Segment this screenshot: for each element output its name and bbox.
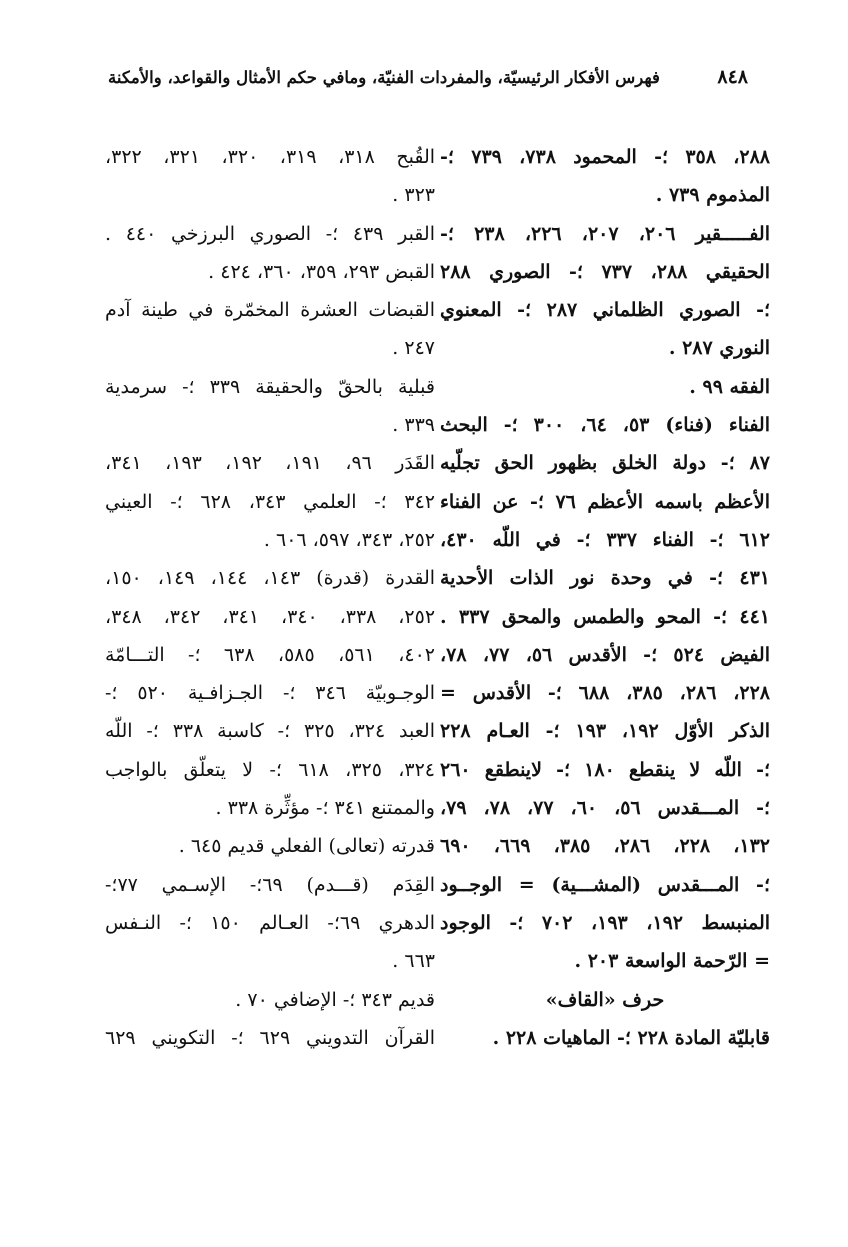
index-entry-line: ؛- اللّه لا ينقطع ١٨٠ ؛- لاينطقع ٢٦٠ — [440, 758, 770, 781]
index-entry-line: القبضات العشرة المخمّرة في طينة آدم — [105, 299, 435, 322]
index-entry-line: والممتنع ٣٤١ ؛- مؤثِّرة ٣٣٨ . — [215, 797, 435, 820]
page-header — [108, 62, 748, 92]
index-entry-line: القُبح ٣١٨، ٣١٩، ٣٢٠، ٣٢١، ٣٢٢، — [105, 146, 435, 168]
index-entry-line: قديم ٣٤٣ ؛- الإضافي ٧٠ . — [235, 988, 435, 1011]
index-entry-line: ١٣٢، ٢٢٨، ٢٨٦، ٣٨٥، ٦٦٩، ٦٩٠ — [440, 835, 770, 858]
section-heading: حرف «القاف» — [545, 988, 665, 1011]
index-entry-line: ٤٠٢، ٥٦١، ٥٨٥، ٦٣٨ ؛- التـــامّة — [105, 643, 435, 666]
index-entry-line: القبر ٤٣٩ ؛- الصوري البرزخي ٤٤٠ . — [105, 222, 435, 245]
index-entry-line: ٤٤١ ؛- المحو والطمس والمحق ٣٣٧ . — [440, 605, 770, 628]
index-entry-line: الفيض ٥٢٤ ؛- الأقدس ٥٦، ٧٧، ٧٨، — [440, 643, 770, 666]
index-entry-line: الفـــــقير ٢٠٦، ٢٠٧، ٢٢٦، ٢٣٨ ؛- — [440, 222, 770, 245]
index-entry-line: = الرّحمة الواسعة ٢٠٣ . — [574, 950, 770, 973]
index-entry-line: النوري ٢٨٧ . — [668, 337, 770, 360]
index-entry-line: ٦٦٣ . — [392, 950, 435, 973]
index-entry-line: ؛- المـــقدس ٥٦، ٦٠، ٧٧، ٧٨، ٧٩، — [440, 797, 770, 820]
index-entry-line: ٢٥٢، ٣٤٣، ٥٩٧، ٦٠٦ . — [263, 528, 435, 551]
index-entry-line: ٤٣١ ؛- في وحدة نور الذات الأحدية — [440, 567, 770, 590]
index-entry-line: المذموم ٧٣٩ . — [655, 184, 770, 207]
index-entry-line: الوجـوبيّة ٣٤٦ ؛- الجـزافـية ٥٢٠ ؛- — [105, 682, 435, 705]
index-entry-line: القرآن التدويني ٦٢٩ ؛- التكويني ٦٢٩ — [105, 1026, 435, 1049]
index-entry-line: ٣٤٢ ؛- العلمي ٣٤٣، ٦٢٨ ؛- العيني — [105, 490, 435, 513]
index-entry-line: قابليّة المادة ٢٢٨ ؛- الماهيات ٢٢٨ . — [492, 1026, 770, 1049]
index-entry-line: ٣٢٣ . — [392, 184, 435, 207]
index-entry-line: الذكر الأوّل ١٩٢، ١٩٣ ؛- العـام ٢٢٨ — [440, 720, 770, 743]
index-entry-line: ٣٣٩ . — [392, 414, 435, 437]
index-entry-line: الفقه ٩٩ . — [689, 375, 770, 398]
index-entry-line: ؛- المـــقدس (المشـــية) = الوجــود — [440, 873, 770, 896]
index-entry-line: الدهري ٦٩؛- العـالم ١٥٠ ؛- النـفس — [105, 911, 435, 934]
index-entry-line: الحقيقي ٢٨٨، ٧٣٧ ؛- الصوري ٢٨٨ — [440, 260, 770, 283]
index-column-right — [440, 138, 770, 1057]
index-entry-line: الأعظم باسمه الأعظم ٧٦ ؛- عن الفناء — [440, 490, 770, 513]
index-entry-line: القدرة (قدرة) ١٤٣، ١٤٤، ١٤٩، ١٥٠، — [105, 567, 435, 590]
index-entry-line: ٦١٢ ؛- الفناء ٣٣٧ ؛- في اللّه ٤٣٠، — [440, 528, 770, 551]
index-entry-line: القَدَر ٩٦، ١٩١، ١٩٢، ١٩٣، ٣٤١، — [105, 452, 435, 475]
page-number: ٨٤٨ — [717, 66, 748, 88]
index-entry-line: قدرته (تعالى) الفعلي قديم ٦٤٥ . — [178, 835, 435, 858]
index-entry-line: ٢٢٨، ٢٨٦، ٣٨٥، ٦٨٨ ؛- الأقدس = — [440, 682, 770, 705]
index-entry-line: ٢٥٢، ٣٣٨، ٣٤٠، ٣٤١، ٣٤٢، ٣٤٨، — [105, 605, 435, 628]
index-entry-line: ؛- الصوري الظلماني ٢٨٧ ؛- المعنوي — [440, 299, 770, 322]
index-entry-line: العبد ٣٢٤، ٣٢٥ ؛- كاسبة ٣٣٨ ؛- اللّه — [105, 720, 435, 743]
index-entry-line: الفناء (فناء) ٥٣، ٦٤، ٣٠٠ ؛- البحث — [440, 414, 770, 437]
index-entry-line: القِدَم (قـــدم) ٦٩؛- الإسـمي ٧٧؛- — [105, 873, 435, 896]
index-entry-line: ٢٤٧ . — [392, 337, 435, 360]
running-title: فهرس الأفكار الرئيسيّة، والمفردات الفنيّة، ومافي حكم الأمثال والقواعد، والأمكنة — [108, 67, 660, 87]
index-entry-line: ٣٢٤، ٣٢٥، ٦١٨ ؛- لا يتعلّق بالواجب — [105, 758, 435, 781]
index-column-left — [105, 138, 435, 1057]
index-entry-line: ٢٨٨، ٣٥٨ ؛- المحمود ٧٣٨، ٧٣٩ ؛- — [440, 146, 770, 168]
index-entry-line: المنبسط ١٩٢، ١٩٣، ٧٠٢ ؛- الوجود — [440, 911, 770, 934]
index-entry-line: القبض ٢٩٣، ٣٥٩، ٣٦٠، ٤٢٤ . — [208, 260, 435, 283]
index-entry-line: ٨٧ ؛- دولة الخلق بظهور الحق تجلّيه — [440, 452, 770, 475]
index-entry-line: قبلية بالحقّ والحقيقة ٣٣٩ ؛- سرمدية — [105, 375, 435, 398]
